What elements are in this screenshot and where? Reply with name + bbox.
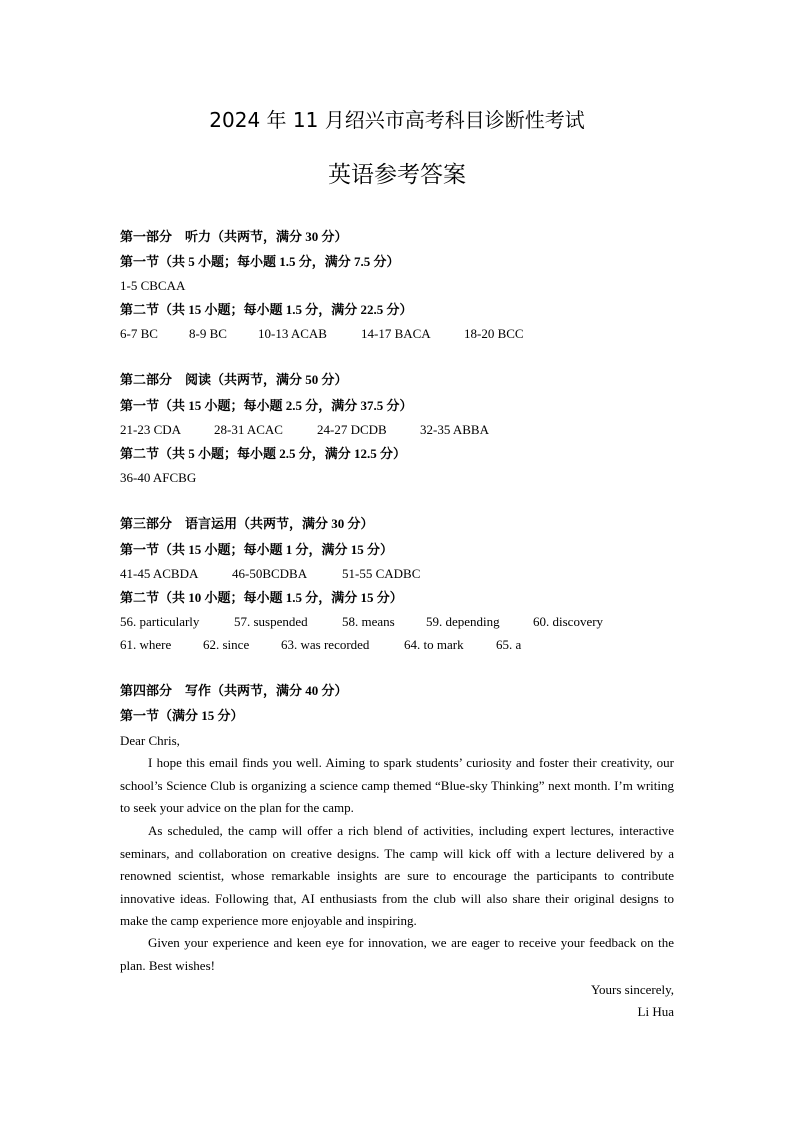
answer-group: 24-27 DCDB (317, 422, 387, 437)
exam-title: 2024 年 11 月绍兴市高考科目诊断性考试 (209, 108, 585, 132)
part4-section1-heading: 第一节（满分 15 分） (120, 708, 244, 723)
part3-heading: 第三部分 语言运用（共两节，满分 30 分） (120, 516, 374, 531)
part2-section1-heading: 第一节（共 15 小题；每小题 2.5 分，满分 37.5 分） (120, 398, 413, 413)
answer-item: 64. to mark (404, 637, 464, 652)
part4-heading: 第四部分 写作（共两节，满分 40 分） (120, 683, 348, 698)
answer-group: 21-23 CDA (120, 422, 182, 437)
answer-group: 18-20 BCC (464, 326, 524, 341)
answer-item: 62. since (203, 637, 250, 652)
part1-section2-heading: 第二节（共 15 小题；每小题 1.5 分，满分 22.5 分） (120, 302, 413, 317)
answer-item: 56. particularly (120, 614, 200, 629)
answer-group: 46-50BCDBA (232, 566, 308, 581)
answer-group: 8-9 BC (189, 326, 227, 341)
answer-key-title: 英语参考答案 (328, 162, 466, 188)
letter-paragraph-2: As scheduled, the camp will offer a rich blend of activities, including expert lectures, interactive seminars, and collaboration on creative designs. The camp will kick off with a lecture delivered by a renowned scientist, whose remarkable insights are sure to encourage the participants to contribute innovative ideas. Following that, AI enthusiasts from the club will also share their original designs to make the camp experience more enjoyable and inspiring. (120, 823, 674, 929)
answer-group: 28-31 ACAC (214, 422, 283, 437)
answer-group: 6-7 BC (120, 326, 158, 341)
answer-group: 1-5 CBCAA (120, 278, 186, 293)
part3-section1-heading: 第一节（共 15 小题；每小题 1 分，满分 15 分） (120, 542, 394, 557)
part1-section1-heading: 第一节（共 5 小题；每小题 1.5 分，满分 7.5 分） (120, 254, 400, 269)
answer-item: 59. depending (426, 614, 500, 629)
answer-item: 60. discovery (533, 614, 604, 629)
part1-heading: 第一部分 听力（共两节，满分 30 分） (120, 229, 348, 244)
letter-paragraph-3: Given your experience and keen eye for innovation, we are eager to receive your feedback on the plan. Best wishes! (120, 935, 674, 973)
answer-item: 61. where (120, 637, 172, 652)
letter-signature: Li Hua (637, 1004, 674, 1019)
answer-item: 63. was recorded (281, 637, 370, 652)
answer-group: 14-17 BACA (361, 326, 431, 341)
part2-heading: 第二部分 阅读（共两节，满分 50 分） (120, 372, 348, 387)
answer-group: 32-35 ABBA (420, 422, 489, 437)
answer-item: 65. a (496, 637, 522, 652)
letter-closing: Yours sincerely, (590, 982, 674, 997)
answer-item: 57. suspended (234, 614, 308, 629)
answer-group: 51-55 CADBC (342, 566, 421, 581)
part3-section2-heading: 第二节（共 10 小题；每小题 1.5 分，满分 15 分） (120, 590, 403, 605)
answer-group: 41-45 ACBDA (120, 566, 199, 581)
letter-greeting: Dear Chris, (120, 733, 180, 748)
answer-group: 36-40 AFCBG (120, 470, 197, 485)
part2-section2-heading: 第二节（共 5 小题；每小题 2.5 分，满分 12.5 分） (120, 446, 407, 461)
answer-group: 10-13 ACAB (258, 326, 327, 341)
answer-item: 58. means (342, 614, 395, 629)
letter-paragraph-1: I hope this email finds you well. Aiming to spark students’ curiosity and foster their creativity, our school’s Science Club is organizing a science camp themed “Blue-sky Thinking” next month. I’m writing to seek your advice on the plan for the camp. (120, 755, 674, 816)
